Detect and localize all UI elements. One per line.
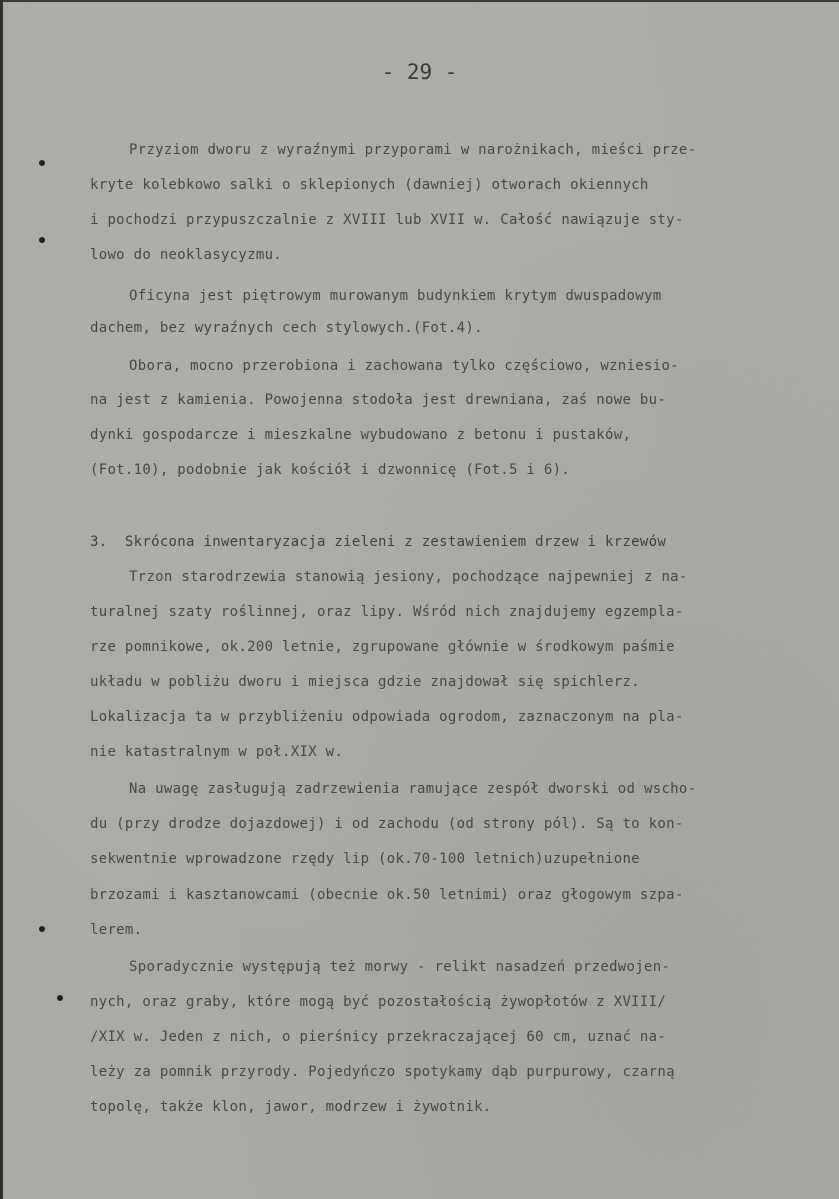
text-line: dachem, bez wyraźnych cech stylowych.(Fot.4). <box>90 320 483 336</box>
text-line: Przyziom dworu z wyraźnymi przyporami w narożnikach, mieści prze- <box>129 142 697 158</box>
text-line: i pochodzi przypuszczalnie z XVIII lub XVII w. Całość nawiązuje sty- <box>90 212 684 228</box>
text-line: sekwentnie wprowadzone rzędy lip (ok.70-100 letnich)uzupełnione <box>90 851 640 867</box>
text-line: Lokalizacja ta w przybliżeniu odpowiada ogrodom, zaznaczonym na pla- <box>90 709 684 725</box>
text-line: nie katastralnym w poł.XIX w. <box>90 744 344 760</box>
text-line: Sporadycznie występują też morwy - relikt nasadzeń przedwojen- <box>129 959 671 975</box>
scan-edge-left <box>0 0 3 1199</box>
text-line: lowo do neoklasycyzmu. <box>90 247 283 263</box>
text-line: nych, oraz graby, które mogą być pozostałością żywopłotów z XVIII/ <box>90 994 667 1010</box>
text-line: dynki gospodarcze i mieszkalne wybudowano z betonu i pustaków, <box>90 427 632 443</box>
text-line: leży za pomnik przyrody. Pojedyńczo spotykamy dąb purpurowy, czarną <box>90 1064 675 1080</box>
text-line: Oficyna jest piętrowym murowanym budynkiem krytym dwuspadowym <box>129 288 662 304</box>
text-line: rze pomnikowe, ok.200 letnie, zgrupowane głównie w środkowym paśmie <box>90 639 675 655</box>
page-number: - 29 - <box>381 60 458 84</box>
scan-edge-top <box>0 0 839 2</box>
text-line: (Fot.10), podobnie jak kościół i dzwonnicę (Fot.5 i 6). <box>90 462 571 478</box>
text-line: Trzon starodrzewia stanowią jesiony, pochodzące najpewniej z na- <box>129 569 688 585</box>
text-line: /XIX w. Jeden z nich, o pierśnicy przekraczającej 60 cm, uznać na- <box>90 1029 667 1045</box>
text-line: brzozami i kasztanowcami (obecnie ok.50 letnimi) oraz głogowym szpa- <box>90 887 684 903</box>
text-line: kryte kolebkowo salki o sklepionych (dawniej) otworach okiennych <box>90 177 649 193</box>
text-line: du (przy drodze dojazdowej) i od zachodu (od strony pól). Są to kon- <box>90 816 684 832</box>
text-line: lerem. <box>90 922 143 938</box>
margin-dot <box>39 160 45 166</box>
text-line: Obora, mocno przerobiona i zachowana tylko częściowo, wzniesio- <box>129 358 679 374</box>
text-line: na jest z kamienia. Powojenna stodoła jest drewniana, zaś nowe bu- <box>90 392 667 408</box>
text-line: układu w pobliżu dworu i miejsca gdzie znajdował się spichlerz. <box>90 674 640 690</box>
margin-dot <box>39 926 45 932</box>
margin-dot <box>39 237 45 243</box>
section-heading: 3. Skrócona inwentaryzacja zieleni z zestawieniem drzew i krzewów <box>90 534 667 550</box>
text-line: topolę, także klon, jawor, modrzew i żywotnik. <box>90 1099 492 1115</box>
text-line: turalnej szaty roślinnej, oraz lipy. Wśród nich znajdujemy egzempla- <box>90 604 684 620</box>
margin-dot <box>57 995 63 1001</box>
text-line: Na uwagę zasługują zadrzewienia ramujące zespół dworski od wscho- <box>129 781 697 797</box>
